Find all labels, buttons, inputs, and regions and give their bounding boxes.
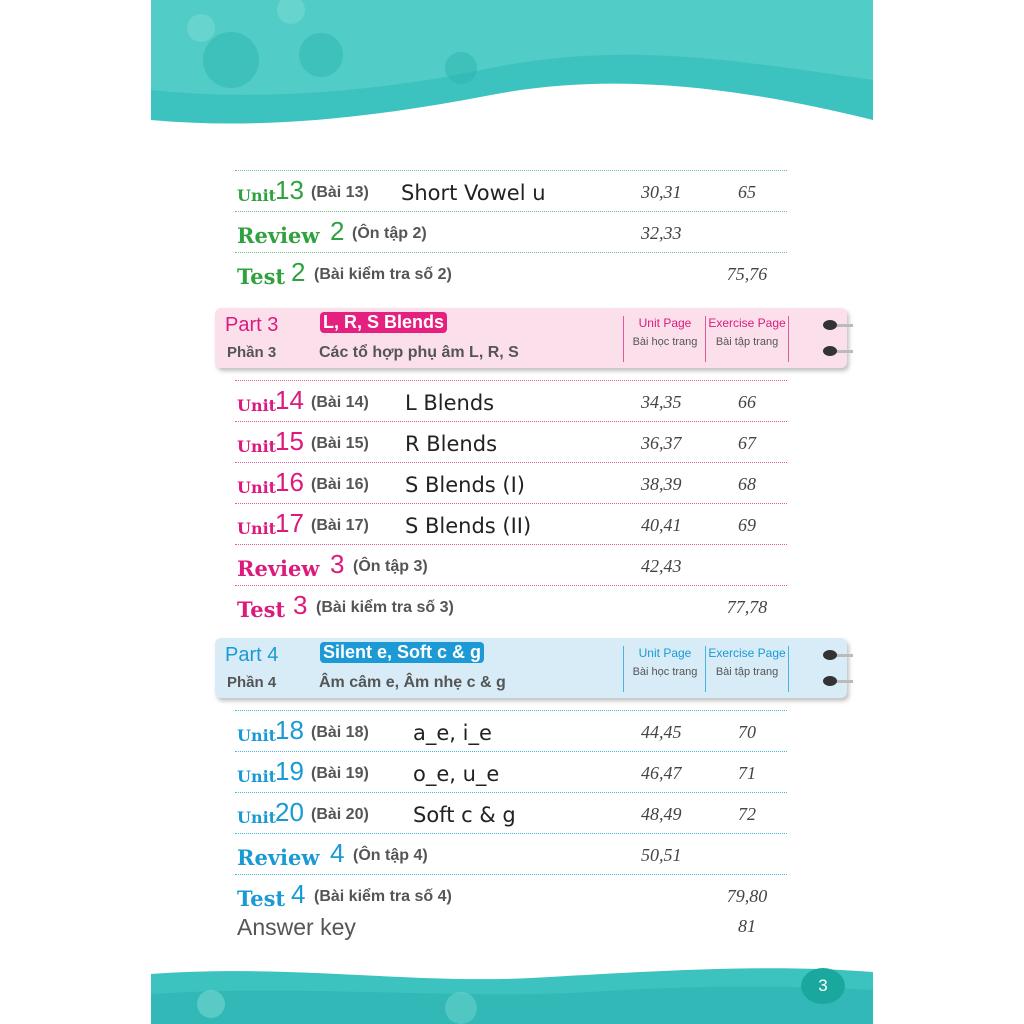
review-vn-label: (Ôn tập 2) bbox=[352, 225, 427, 242]
col-label: Exercise Page bbox=[708, 646, 786, 660]
part-vn-title: Các tổ hợp phụ âm L, R, S bbox=[319, 344, 519, 361]
test-number: 4 bbox=[291, 879, 306, 909]
unit-number: 14 bbox=[275, 385, 304, 415]
col-label: Exercise Page bbox=[708, 316, 786, 330]
unit-page-column-header bbox=[623, 646, 706, 692]
review-number: 2 bbox=[330, 216, 345, 246]
review-number: 4 bbox=[330, 838, 345, 868]
test-vn-label: (Bài kiểm tra số 4) bbox=[314, 888, 452, 905]
unit-number: 17 bbox=[275, 508, 304, 538]
toc-row-test-3[interactable] bbox=[235, 585, 787, 626]
part-label: Part 4 bbox=[225, 644, 279, 666]
unit-vn-label: (Bài 13) bbox=[311, 184, 369, 201]
part-vn-title: Âm câm e, Âm nhẹ c & g bbox=[319, 674, 506, 691]
unit-page: 38,39 bbox=[641, 474, 682, 494]
unit-page: 40,41 bbox=[641, 515, 682, 535]
toc-row-review-2[interactable] bbox=[235, 211, 787, 252]
exercise-page: 67 bbox=[738, 433, 756, 453]
unit-keyword: Unit bbox=[237, 396, 277, 415]
toc-row-unit-17[interactable] bbox=[235, 503, 787, 544]
unit-vn-label: (Bài 17) bbox=[311, 517, 369, 534]
exercise-page: 70 bbox=[738, 722, 756, 742]
review-number: 3 bbox=[330, 549, 345, 579]
unit-vn-label: (Bài 15) bbox=[311, 435, 369, 452]
exercise-page: 66 bbox=[738, 392, 756, 412]
toc-row-unit-20[interactable] bbox=[235, 792, 787, 833]
binder-ring-hole bbox=[823, 346, 837, 356]
unit-keyword: Unit bbox=[237, 767, 277, 786]
unit-page: 34,35 bbox=[641, 392, 682, 412]
unit-number: 19 bbox=[275, 756, 304, 786]
part-title: L, R, S Blends bbox=[320, 312, 447, 333]
unit-title: R Blends bbox=[405, 432, 498, 456]
unit-title: S Blends (I) bbox=[405, 473, 526, 497]
exercise-page: 68 bbox=[738, 474, 756, 494]
unit-title: Soft c & g bbox=[413, 803, 516, 827]
bottom-wave-decoration bbox=[151, 964, 873, 1024]
test-keyword: Test bbox=[237, 886, 286, 911]
exercise-page: 72 bbox=[738, 804, 756, 824]
unit-title: Short Vowel u bbox=[401, 181, 546, 205]
unit-vn-label: (Bài 14) bbox=[311, 394, 369, 411]
page-number-badge: 3 bbox=[801, 968, 845, 1004]
test-keyword: Test bbox=[237, 264, 286, 289]
unit-number: 13 bbox=[275, 175, 304, 205]
unit-title: o_e, u_e bbox=[413, 762, 500, 786]
part-title: Silent e, Soft c & g bbox=[320, 642, 484, 663]
col-vn-label: Bài học trang bbox=[632, 336, 698, 348]
unit-title: a_e, i_e bbox=[413, 721, 492, 745]
binder-ring-hole bbox=[823, 650, 837, 660]
exercise-page: 75,76 bbox=[726, 264, 768, 284]
unit-keyword: Unit bbox=[237, 478, 277, 497]
test-keyword: Test bbox=[237, 597, 286, 622]
col-vn-label: Bài tập trang bbox=[715, 666, 779, 678]
toc-row-unit-16[interactable] bbox=[235, 462, 787, 503]
exercise-page-column-header bbox=[705, 646, 789, 692]
exercise-page: 71 bbox=[738, 763, 756, 783]
toc-row-unit-13[interactable] bbox=[235, 170, 787, 211]
review-keyword: Review bbox=[237, 556, 320, 581]
review-keyword: Review bbox=[237, 845, 320, 870]
unit-title: L Blends bbox=[405, 391, 495, 415]
top-wave-decoration bbox=[151, 0, 873, 135]
unit-keyword: Unit bbox=[237, 186, 277, 205]
part-3-banner bbox=[215, 308, 847, 368]
unit-vn-label: (Bài 16) bbox=[311, 476, 369, 493]
unit-keyword: Unit bbox=[237, 808, 277, 827]
unit-title: S Blends (II) bbox=[405, 514, 532, 538]
part-vn-label: Phần 3 bbox=[227, 344, 277, 361]
col-label: Unit Page bbox=[638, 316, 692, 330]
exercise-page: 79,80 bbox=[726, 886, 768, 906]
col-label: Unit Page bbox=[638, 646, 692, 660]
unit-page: 46,47 bbox=[641, 763, 682, 783]
unit-page: 44,45 bbox=[641, 722, 682, 742]
unit-keyword: Unit bbox=[237, 726, 277, 745]
toc-row-unit-14[interactable] bbox=[235, 380, 787, 421]
toc-row-test-4[interactable] bbox=[235, 874, 787, 915]
test-vn-label: (Bài kiểm tra số 2) bbox=[314, 266, 452, 283]
toc-row-unit-18[interactable] bbox=[235, 710, 787, 751]
unit-vn-label: (Bài 19) bbox=[311, 765, 369, 782]
unit-keyword: Unit bbox=[237, 437, 277, 456]
part-label: Part 3 bbox=[225, 314, 279, 336]
part-4-banner bbox=[215, 638, 847, 698]
test-vn-label: (Bài kiểm tra số 3) bbox=[316, 599, 454, 616]
unit-page: 30,31 bbox=[641, 182, 682, 202]
answer-key-label[interactable]: Answer key bbox=[237, 914, 356, 940]
book-page bbox=[151, 0, 873, 1024]
toc-row-review-3[interactable] bbox=[235, 544, 787, 585]
exercise-page: 65 bbox=[738, 182, 756, 202]
review-vn-label: (Ôn tập 4) bbox=[353, 847, 428, 864]
unit-number: 20 bbox=[275, 797, 304, 827]
col-vn-label: Bài học trang bbox=[632, 666, 698, 678]
review-vn-label: (Ôn tập 3) bbox=[353, 558, 428, 575]
col-vn-label: Bài tập trang bbox=[715, 336, 779, 348]
unit-page: 42,43 bbox=[641, 556, 682, 576]
test-number: 3 bbox=[293, 590, 308, 620]
unit-vn-label: (Bài 20) bbox=[311, 806, 369, 823]
toc-row-review-4[interactable] bbox=[235, 833, 787, 874]
unit-number: 16 bbox=[275, 467, 304, 497]
answer-key-page: 81 bbox=[738, 916, 756, 936]
toc-row-unit-15[interactable] bbox=[235, 421, 787, 462]
unit-keyword: Unit bbox=[237, 519, 277, 538]
test-number: 2 bbox=[291, 257, 306, 287]
unit-page: 32,33 bbox=[641, 223, 682, 243]
unit-page: 36,37 bbox=[641, 433, 682, 453]
unit-page-column-header bbox=[623, 316, 706, 362]
exercise-page-column-header bbox=[705, 316, 789, 362]
review-keyword: Review bbox=[237, 223, 320, 248]
unit-page: 50,51 bbox=[641, 845, 682, 865]
part-vn-label: Phần 4 bbox=[227, 674, 277, 691]
exercise-page: 77,78 bbox=[726, 597, 768, 617]
unit-number: 15 bbox=[275, 426, 304, 456]
unit-vn-label: (Bài 18) bbox=[311, 724, 369, 741]
toc-row-unit-19[interactable] bbox=[235, 751, 787, 792]
unit-page: 48,49 bbox=[641, 804, 682, 824]
exercise-page: 69 bbox=[738, 515, 756, 535]
toc-row-test-2[interactable] bbox=[235, 252, 787, 293]
binder-ring-hole bbox=[823, 320, 837, 330]
binder-ring-hole bbox=[823, 676, 837, 686]
unit-number: 18 bbox=[275, 715, 304, 745]
